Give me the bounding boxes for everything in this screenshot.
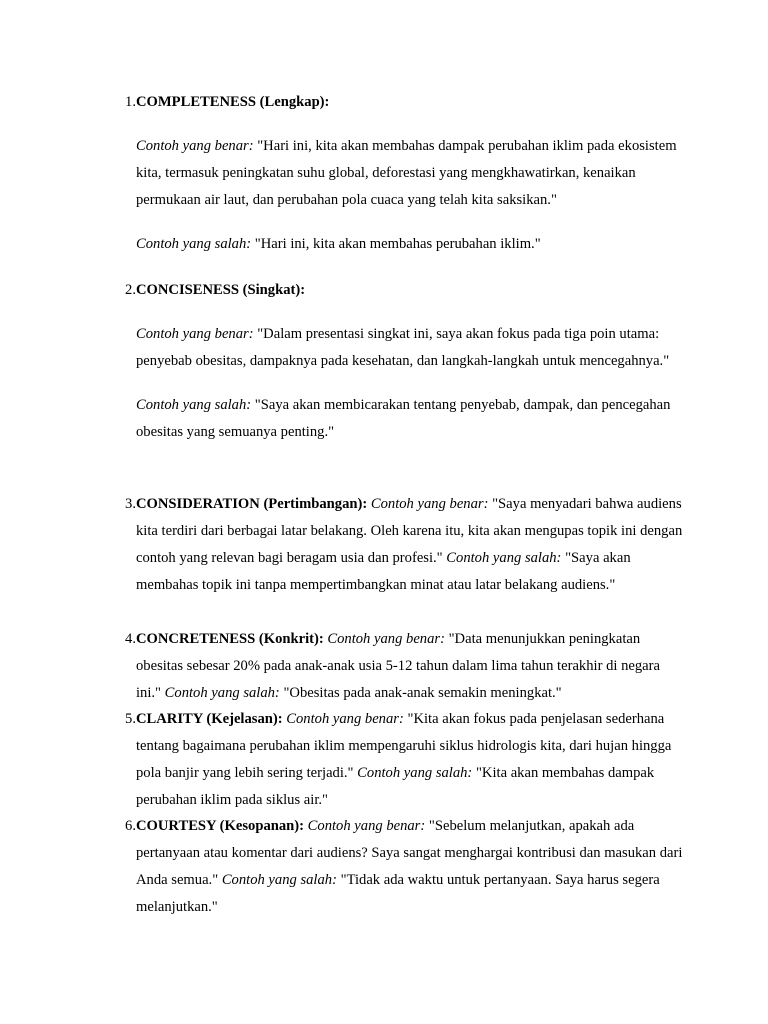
good-example-text: "Saya menyadari bahwa audiens kita terdiri dari berbagai latar belakang. Oleh karena itu, kita akan mengupas topik ini dengan contoh yang relevan bagi beragam usia dan profesi." [136, 496, 683, 566]
good-example-label: Contoh yang benar: [136, 326, 254, 342]
list-number: 6. [125, 818, 136, 834]
good-example-label: Contoh yang benar: [307, 818, 426, 834]
bad-example-text: "Saya akan membahas topik ini tanpa mempertimbangkan minat atau latar belakang audiens." [136, 550, 631, 593]
bad-example-text: "Kita akan membahas dampak perubahan iklim pada siklus air." [136, 765, 655, 808]
bad-example-text: "Obesitas pada anak-anak semakin meningkat." [283, 685, 562, 701]
item-heading: CONSIDERATION (Pertimbangan): [136, 496, 368, 512]
list-number: 1. [125, 94, 136, 110]
list-item-conciseness [104, 277, 684, 446]
bad-example-label: Contoh yang salah: [357, 765, 473, 781]
bad-example-label: Contoh yang salah: [221, 872, 337, 888]
list-item-concreteness [104, 626, 684, 707]
list-number: 2. [125, 282, 136, 298]
bad-example-label: Contoh yang salah: [164, 685, 280, 701]
good-example-label: Contoh yang benar: [136, 138, 254, 154]
item-heading: COMPLETENESS (Lengkap): [136, 94, 330, 110]
item-heading: COURTESY (Kesopanan): [136, 818, 305, 834]
bad-example-text: "Tidak ada waktu untuk pertanyaan. Saya harus segera melanjutkan." [136, 872, 660, 915]
good-example-text: "Sebelum melanjutkan, apakah ada pertanyaan atau komentar dari audiens? Saya sangat menghargai kontribusi dan masukan dari Anda semua." [136, 818, 683, 888]
bad-example-text: "Saya akan membicarakan tentang penyebab, dampak, dan pencegahan obesitas yang semuanya penting." [136, 397, 671, 440]
item-heading: CONCRETENESS (Konkrit): [136, 631, 324, 647]
item-heading: CONCISENESS (Singkat): [136, 282, 306, 298]
good-example-text: "Hari ini, kita akan membahas dampak perubahan iklim pada ekosistem kita, termasuk peningkatan suhu global, deforestasi yang mengkhawatirkan, kenaikan permukaan air laut, dan perubahan pola cuaca yang telah kita saksikan." [136, 138, 677, 208]
item-heading: CLARITY (Kejelasan): [136, 711, 283, 727]
good-example-label: Contoh yang benar: [327, 631, 445, 647]
good-example-label: Contoh yang benar: [286, 711, 404, 727]
list-item-courtesy [104, 813, 684, 921]
list-number: 5. [125, 711, 136, 727]
good-example-text: "Data menunjukkan peningkatan obesitas sebesar 20% pada anak-anak usia 5-12 tahun dalam lima tahun terakhir di negara ini." [136, 631, 660, 701]
good-example-text: "Dalam presentasi singkat ini, saya akan fokus pada tiga poin utama: penyebab obesitas, dampaknya pada kesehatan, dan langkah-langkah untuk mencegahnya." [136, 326, 670, 369]
bad-example-label: Contoh yang salah: [446, 550, 562, 566]
good-example-text: "Kita akan fokus pada penjelasan sederhana tentang bagaimana perubahan iklim mempengaruhi siklus hidrologis kita, dari hujan hingga pola banjir yang lebih sering terjadi." [136, 711, 672, 781]
good-example-label: Contoh yang benar: [370, 496, 489, 512]
bad-example-label: Contoh yang salah: [136, 397, 252, 413]
list-item-clarity [104, 706, 684, 814]
bad-example-label: Contoh yang salah: [136, 236, 252, 252]
list-item-consideration [104, 491, 684, 599]
bad-example-text: "Hari ini, kita akan membahas perubahan iklim." [254, 236, 541, 252]
list-number: 4. [125, 631, 136, 647]
list-number: 3. [125, 496, 136, 512]
list-item-completeness [104, 89, 684, 258]
